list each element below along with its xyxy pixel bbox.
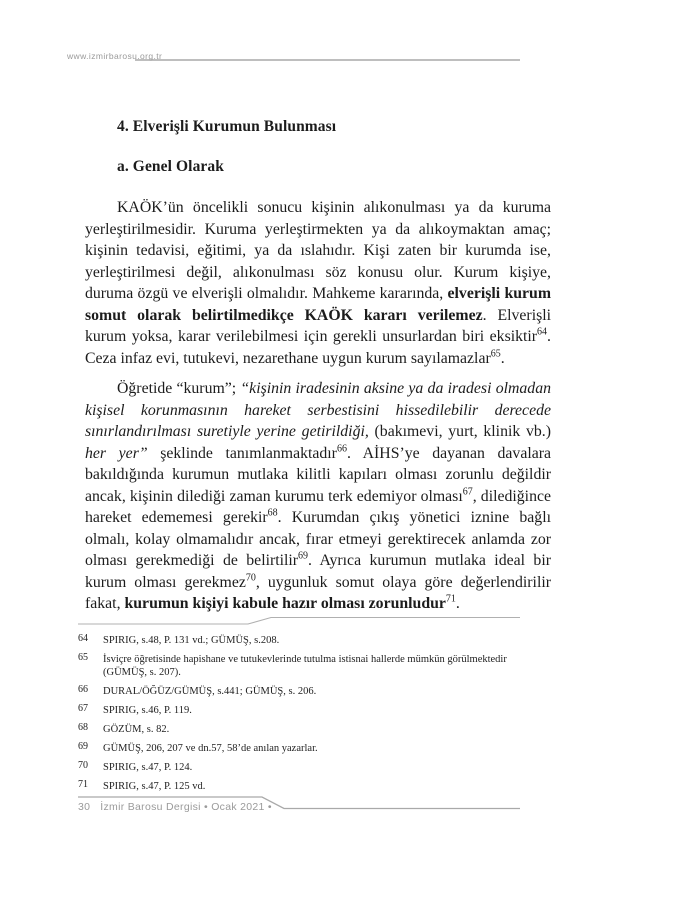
paragraphs (85, 197, 551, 615)
footnote-item (78, 653, 552, 679)
page-number: 30 (78, 801, 91, 813)
text-segment: Öğretide “kurum”; (117, 380, 241, 397)
footnote-item (78, 761, 552, 774)
footnote-item (78, 704, 552, 717)
footnote-text: SPIRIG, s.46, P. 119. (103, 705, 192, 716)
footnote-number: 64 (78, 633, 88, 644)
text-segment: kurumun kişiyi kabule hazır olması zorunludur (124, 595, 446, 612)
subsection-heading: a. Genel Olarak (117, 158, 224, 175)
footnote-text: GÜMÜŞ, 206, 207 ve dn.57, 58’de anılan yazarlar. (103, 743, 318, 754)
footnote-number: 67 (78, 703, 88, 714)
text-segment: her yer” (85, 444, 148, 462)
text-segment: . AİHS’ye dayanan davalara bakıldığında kurumun mutlaka kilitli kapıları olması zorunlu değildir ancak, kişinin dilediği zaman kurumu terk edemiyor olması (85, 444, 552, 505)
text-segment: KAÖK’ün öncelikli sonucu kişinin alıkonulması ya da kuruma yerleştirilmesidir. Kuruma yerleştirmekten ya da alıkoymaktan amaç; kişinin tedavisi, eğitimi, ya da ıslahıdır. Kişi zaten bir kurumda ise, yerleştirilmesi değil, alıkonulması söz konusu olur. Kurum kişiye, duruma özgü ve elverişli olmalıdır. Mahkeme kararında, (85, 199, 551, 302)
footnote-text: SPIRIG, s.47, P. 124. (103, 762, 193, 773)
text-segment: , dilediğince hareket edememesi gerekir (85, 487, 551, 526)
footnote-number: 65 (78, 652, 88, 663)
header-url: www.izmirbarosu.org.tr (67, 51, 163, 61)
footnote-ref: 67 (462, 486, 473, 498)
footnote-item (78, 685, 552, 698)
footnote-text: İsviçre öğretisinde hapishane ve tutukevlerinde tutulma istisnai hallerde mümkün görülmektedir (GÜMÜŞ, s. 207). (103, 654, 507, 678)
text-segment: elverişli kurum somut olarak belirtilmedikçe KAÖK kararı verilemez (85, 285, 551, 324)
text-segment: . Ceza infaz evi, tutukevi, nezarethane uygun kurum sayılamazlar (85, 328, 551, 367)
footnote-item (78, 723, 552, 736)
journal-title: İzmir Barosu Dergisi • Ocak 2021 • (100, 801, 272, 813)
text-segment: . Ayrıca kurumun mutlaka ideal bir kurum olması gerekmez (85, 552, 551, 591)
footnote-item (78, 634, 552, 647)
body-paragraph (85, 378, 551, 615)
footnote-text: GÖZÜM, s. 82. (103, 724, 170, 735)
text-segment: şeklinde tanımlanmaktadır (147, 444, 337, 462)
footnote-number: 66 (78, 684, 88, 695)
footnote-ref: 66 (336, 443, 347, 455)
text-segment: “kişinin iradesinin aksine ya da iradesi olmadan kişisel korunmasının hareket serbestisini hissedilebilir derecede sınırlandırılması suretiyle yerine getirildiği, (85, 380, 551, 440)
footnotes-list (78, 634, 552, 799)
footnote-ref: 68 (267, 507, 278, 519)
footnote-text: DURAL/ÖĞÜZ/GÜMÜŞ, s.441; GÜMÜŞ, s. 206. (103, 686, 317, 697)
footnote-text: SPIRIG, s.47, P. 125 vd. (103, 781, 206, 792)
text-segment: , uygunluk somut olaya göre değerlendirilir fakat, (85, 573, 551, 612)
body-paragraph (85, 197, 551, 369)
footnote-ref: 70 (245, 572, 256, 584)
footnote-number: 69 (78, 741, 88, 752)
footnote-ref: 65 (490, 348, 501, 360)
footnote-ref: 64 (537, 326, 548, 338)
text-segment: (bakımevi, yurt, klinik vb.) (374, 423, 551, 440)
footnote-ref: 71 (445, 593, 456, 605)
footnote-number: 71 (78, 779, 88, 790)
page-footer (78, 801, 272, 813)
footnote-separator (78, 618, 520, 625)
text-segment: . Elverişli kurum yoksa, karar verilebilmesi için gerekli unsurlardan biri eksiktir (85, 306, 552, 345)
section-heading: 4. Elverişli Kurumun Bulunması (117, 118, 337, 135)
footnote-item (78, 742, 552, 755)
footnote-item (78, 780, 552, 793)
text-segment: . (455, 595, 460, 612)
footnote-ref: 69 (298, 550, 309, 562)
footnote-number: 68 (78, 722, 88, 733)
footnote-number: 70 (78, 760, 88, 771)
text-segment: . (500, 349, 505, 367)
article-body (85, 118, 551, 615)
footnote-text: SPIRIG, s.48, P. 131 vd.; GÜMÜŞ, s.208. (103, 635, 280, 646)
text-segment: . Kurumdan çıkış yönetici iznine bağlı olmalı, kolay olmamalıdır ancak, fırar etmeyi gerektirecek anlamda zor olması gerekmediği de belirtilir (85, 509, 551, 569)
